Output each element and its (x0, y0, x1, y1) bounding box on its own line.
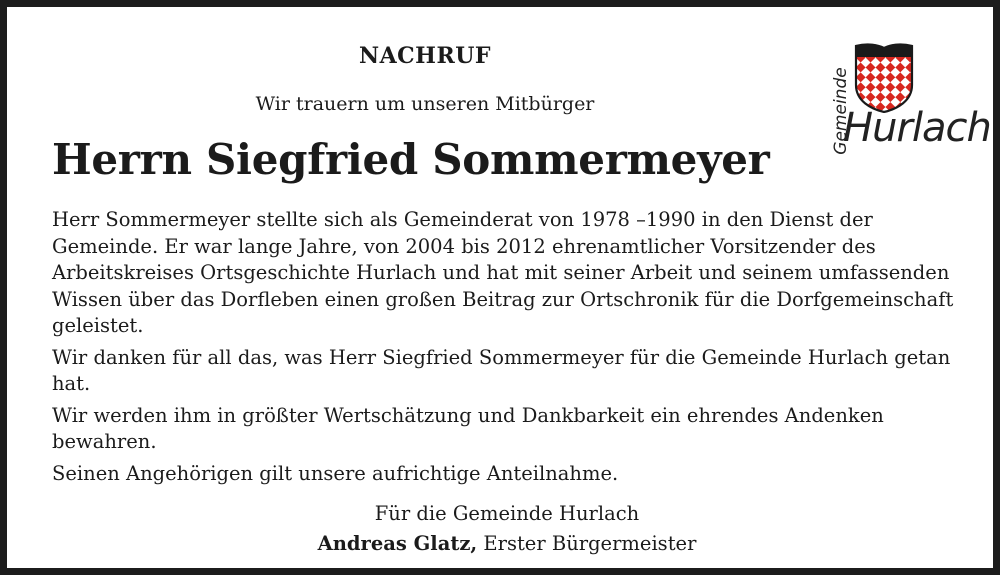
closing-block (207, 499, 807, 559)
notice-body (52, 207, 982, 492)
body-paragraph: Wir werden ihm in größter Wertschätzung und Dankbarkeit ein ehrendes Andenken bewahren. (52, 403, 884, 453)
signer-title: Erster Bürgermeister (477, 532, 697, 555)
body-paragraph: Herr Sommermeyer stellte sich als Gemeinderat von 1978 –1990 in den Dienst der Gemeinde. Er war lange Jahre, von 2004 bis 2012 ehrenamtlicher Vorsitzender des Arbeitskreises Ortsgeschichte Hurlach und hat mit seiner Arbeit und seinem umfassenden Wissen über das Dorfleben einen großen Beitrag zur Ortschronik für die Dorfgemeinschaft geleistet. (52, 208, 954, 337)
body-paragraph: Wir danken für all das, was Herr Siegfried Sommermeyer für die Gemeinde Hurlach getan hat. (52, 345, 951, 395)
municipality-logo (807, 43, 991, 155)
deceased-name: Herrn Siegfried Sommermeyer (52, 135, 770, 184)
notice-subheading: Wir trauern um unseren Mitbürger (255, 93, 595, 115)
logo-word-hurlach: Hurlach (843, 105, 991, 151)
signer-name: Andreas Glatz, (317, 532, 478, 555)
coat-of-arms-icon (853, 43, 915, 113)
closing-line: Für die Gemeinde Hurlach (374, 502, 640, 525)
body-paragraph: Seinen Angehörigen gilt unsere aufrichtige Anteilnahme. (52, 461, 619, 485)
signature-line (207, 529, 807, 559)
notice-heading: NACHRUF (358, 43, 492, 69)
logo-word-gemeinde: Gemeinde (831, 67, 851, 155)
